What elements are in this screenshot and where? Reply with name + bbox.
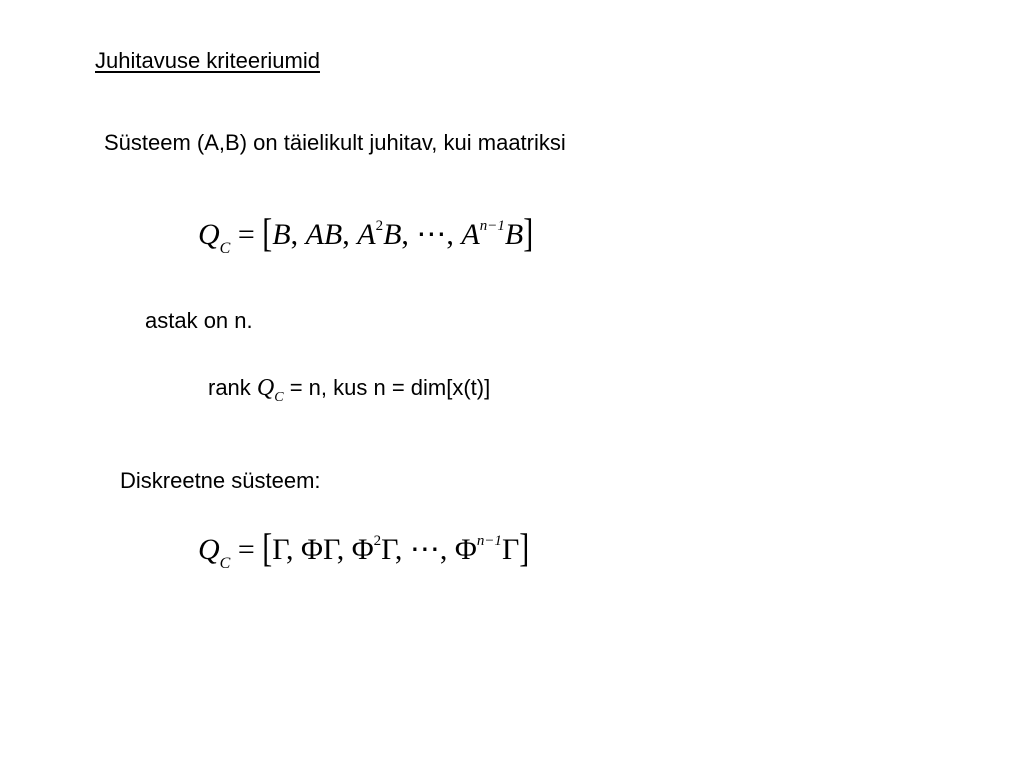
eq2-equals: = <box>230 533 263 566</box>
eq1-lhs-subscript: C <box>219 240 231 257</box>
eq2-close-bracket: ] <box>519 526 530 571</box>
eq2-term-4-gamma: Γ <box>501 533 520 566</box>
eq2-comma-1: , <box>286 533 302 566</box>
eq1-comma-1: , <box>290 218 306 251</box>
eq1-dots: ⋯ <box>416 218 447 251</box>
eq2-lhs: Q <box>198 533 220 566</box>
eq1-term-1: B <box>272 218 291 251</box>
discrete-controllability-equation <box>198 526 530 572</box>
rank-symbol-q: Q <box>256 375 275 401</box>
eq1-comma-3: , <box>401 218 417 251</box>
rank-symbol <box>256 375 284 405</box>
eq2-comma-2: , <box>336 533 352 566</box>
eq2-term-1: Γ <box>272 533 287 566</box>
eq2-term-3-base: Φ <box>351 533 374 566</box>
eq1-comma-4: , <box>446 218 462 251</box>
eq1-term-4-exponent: n−1 <box>479 218 505 234</box>
eq1-close-bracket: ] <box>523 211 534 256</box>
eq1-term-4-base: A <box>461 218 480 251</box>
eq1-term-3-b: B <box>383 218 402 251</box>
eq2-lhs-subscript: C <box>219 555 231 572</box>
slide-title: Juhitavuse kriteeriumid <box>95 48 320 73</box>
eq2-open-bracket: [ <box>262 526 273 571</box>
rank-statement: astak on n. <box>145 308 253 333</box>
eq1-term-3-exponent: 2 <box>375 218 384 234</box>
eq2-term-4-base: Φ <box>454 533 477 566</box>
controllability-matrix-equation <box>198 211 534 257</box>
rank-prefix: rank <box>208 375 257 400</box>
eq2-term-3-exponent: 2 <box>373 533 382 549</box>
eq2-comma-4: , <box>439 533 455 566</box>
discrete-system-label: Diskreetne süsteem: <box>120 468 321 493</box>
eq1-term-2: AB <box>305 218 343 251</box>
eq1-equals: = <box>230 218 263 251</box>
rank-symbol-subscript: C <box>274 390 284 405</box>
eq2-term-2: ΦΓ <box>301 533 337 566</box>
intro-text: Süsteem (A,B) on täielikult juhitav, kui maatriksi <box>104 130 566 155</box>
eq1-open-bracket: [ <box>262 211 273 256</box>
rank-suffix: = n, kus n = dim[x(t)] <box>283 375 491 400</box>
eq2-dots: ⋯ <box>409 533 440 566</box>
eq1-term-4-b: B <box>504 218 524 251</box>
eq2-comma-3: , <box>394 533 410 566</box>
eq1-comma-2: , <box>342 218 358 251</box>
rank-condition <box>208 375 491 405</box>
eq1-lhs: Q <box>198 218 220 251</box>
eq2-term-4-exponent: n−1 <box>476 533 502 549</box>
eq2-term-3-gamma: Γ <box>381 533 395 566</box>
eq1-term-3-base: A <box>357 218 376 251</box>
